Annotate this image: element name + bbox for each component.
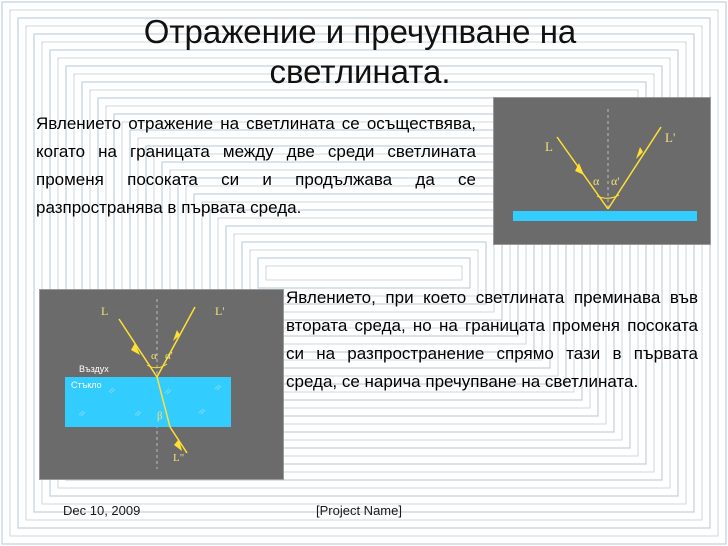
footer-date: Dec 10, 2009 — [63, 503, 141, 518]
reflection-label-l: L — [545, 139, 553, 154]
reflection-label-alpha-prime: α' — [611, 174, 620, 188]
reflection-diagram-frame — [493, 97, 711, 245]
refraction-diagram — [39, 289, 284, 480]
refraction-label-beta: β — [157, 410, 163, 422]
refraction-label-glass: Стъкло — [71, 380, 102, 390]
reflection-paragraph: Явлението отражение на светлината се осъществява, когато на границата между две среди светлината променя посоката си и продължава да се разпространява в първата среда. — [36, 114, 476, 217]
reflection-label-alpha: α — [593, 174, 600, 188]
reflection-diagram — [493, 97, 711, 245]
refraction-paragraph: Явлението, при което светлината преминава във втората среда, но на границата променя посоката си на разпространение спрямо тази в първата среда, се нарича пречупване на светлината. — [286, 288, 698, 391]
refraction-label-alpha: α — [151, 350, 157, 362]
refraction-label-air: Въздух — [79, 364, 109, 374]
refraction-label-l-double-prime: L" — [173, 452, 185, 464]
footer-project-name: [Project Name] — [316, 503, 402, 518]
slide-title: Отражение и пречупване на светлината. — [143, 13, 577, 90]
refraction-label-l: L — [101, 304, 109, 318]
refraction-label-l-prime: L' — [215, 304, 225, 318]
reflection-label-l-prime: L' — [665, 130, 676, 145]
refraction-label-alpha-prime: α' — [165, 350, 173, 362]
reflection-surface — [513, 211, 697, 221]
